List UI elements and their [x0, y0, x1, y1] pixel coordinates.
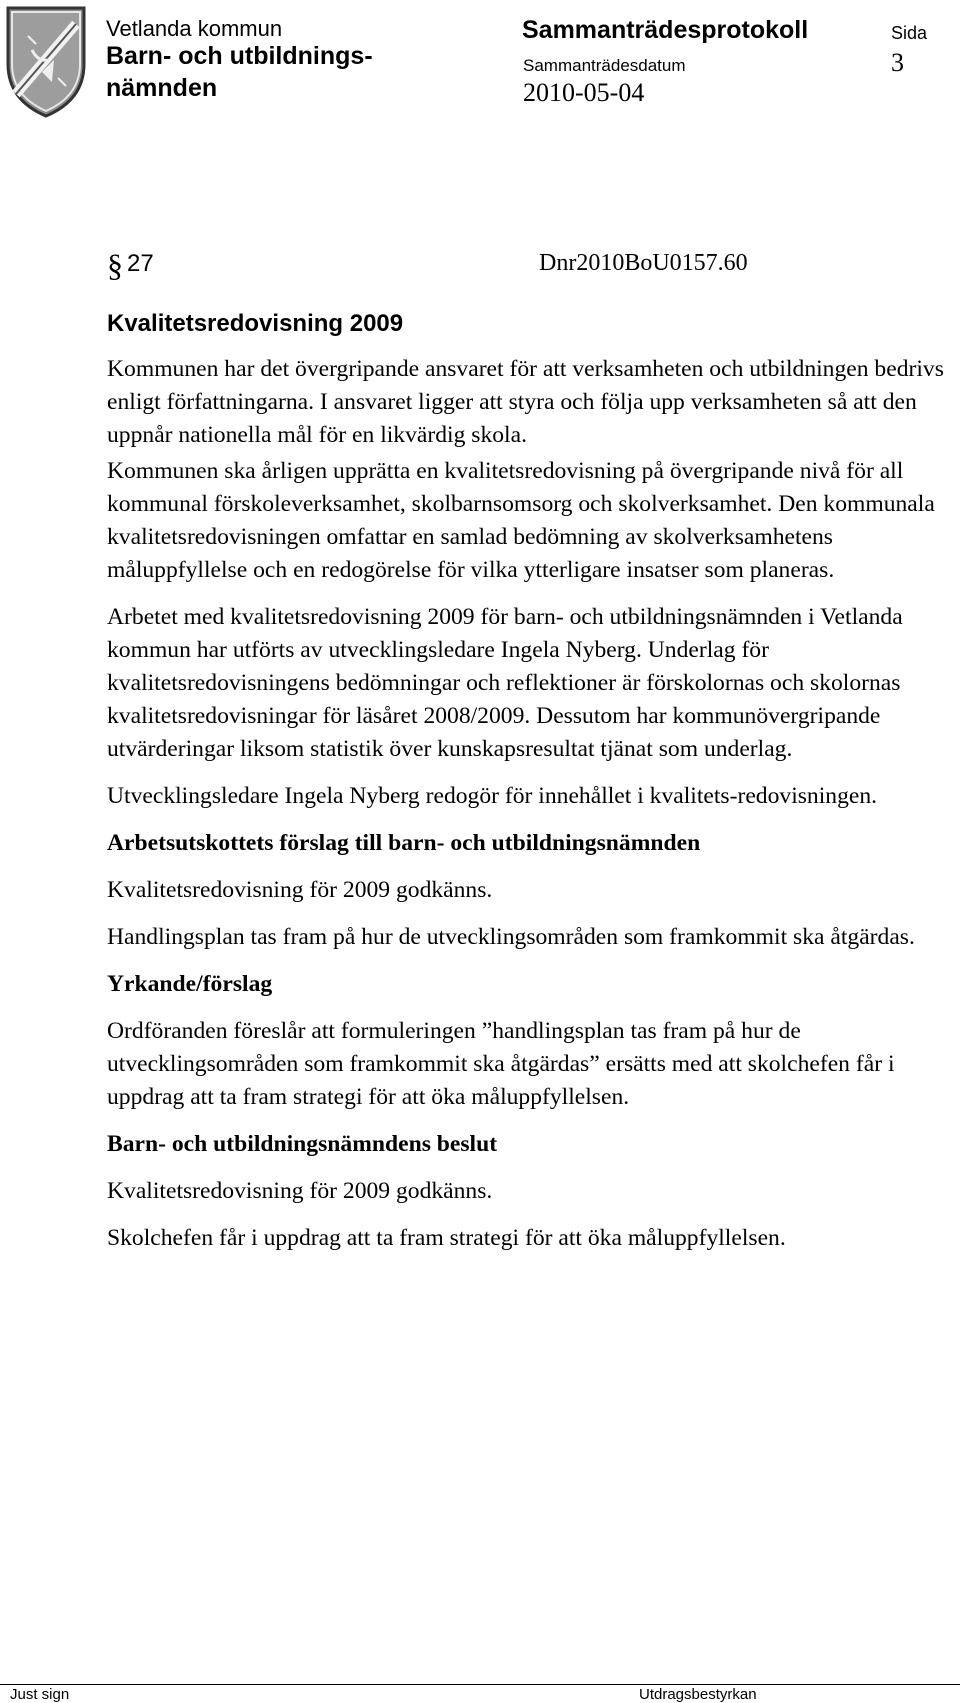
board-name: [106, 40, 426, 104]
protocol-body: [107, 353, 947, 1255]
footer-extract-label: Utdragsbestyrkan: [639, 1686, 757, 1703]
body-paragraph: Handlingsplan tas fram på hur de utvecklingsområden som framkommit ska åtgärdas.: [107, 924, 915, 950]
body-paragraph: Arbetet med kvalitetsredovisning 2009 för barn- och utbildningsnämnden i Vetlanda kommun har utförts av utvecklingsledare Ingela Nyberg. Underlag för kvalitetsredovisningens bedömningar och reflektioner är förskolornas och skolornas kvalitetsredovisningar för läsåret 2008/2009. Dessutom har kommunövergripande utvärderingar liksom statistik över kunskapsresultat tjänat som underlag.: [107, 604, 903, 762]
meeting-date-label: Sammanträdesdatum: [523, 56, 686, 75]
municipal-coat-of-arms-icon: [2, 2, 90, 120]
diary-number: Dnr2010BoU0157.60: [539, 250, 748, 276]
board-name-line1: Barn- och utbildnings-: [106, 42, 373, 70]
section-title: Kvalitetsredovisning 2009: [107, 310, 404, 337]
document-type: Sammanträdesprotokoll: [522, 16, 809, 44]
body-paragraph: Ordföranden föreslår att formuleringen ”handlingsplan tas fram på hur de utvecklingsområden som framkommit ska åtgärdas” ersätts med att skolchefen får i uppdrag att ta fram strategi för att öka måluppfyllelsen.: [107, 1018, 895, 1110]
meeting-date: 2010-05-04: [523, 78, 645, 107]
municipality-name: Vetlanda kommun: [106, 16, 283, 41]
page-label: Sida: [891, 23, 928, 43]
footer-divider: [0, 1684, 960, 1685]
committee-proposal-heading: Arbetsutskottets förslag till barn- och utbildningsnämnden: [107, 830, 701, 856]
body-paragraph: Utvecklingsledare Ingela Nyberg redogör för innehållet i kvalitets-redovisningen.: [107, 783, 878, 809]
page-number: 3: [891, 48, 904, 77]
decision-heading: Barn- och utbildningsnämndens beslut: [107, 1131, 498, 1157]
body-paragraph: Kvalitetsredovisning för 2009 godkänns.: [107, 1178, 493, 1204]
motion-heading: Yrkande/förslag: [107, 971, 273, 997]
body-paragraph: Kommunen har det övergripande ansvaret för att verksamheten och utbildningen bedrivs enligt författningarna. I ansvaret ligger att styra och följa upp verksamheten så att den uppnår nationella mål för en likvärdig skola.: [107, 356, 944, 448]
paragraph-number: 27: [127, 250, 154, 277]
paragraph-sign: §: [107, 247, 123, 283]
board-name-line2: nämnden: [106, 74, 218, 102]
body-paragraph: Kommunen ska årligen upprätta en kvalitetsredovisning på övergripande nivå för all kommunal förskoleverksamhet, skolbarnsomsorg och skolverksamhet. Den kommunala kvalitetsredovisningen omfattar en samlad bedömning av skolverksamhetens måluppfyllelse och en redogörelse för vilka ytterligare insatser som planeras.: [107, 458, 935, 583]
body-paragraph: Kvalitetsredovisning för 2009 godkänns.: [107, 877, 493, 903]
paragraph-row: [107, 249, 777, 283]
footer-signature-label: Just sign: [10, 1686, 70, 1703]
body-paragraph: Skolchefen får i uppdrag att ta fram strategi för att öka måluppfyllelsen.: [107, 1225, 786, 1251]
